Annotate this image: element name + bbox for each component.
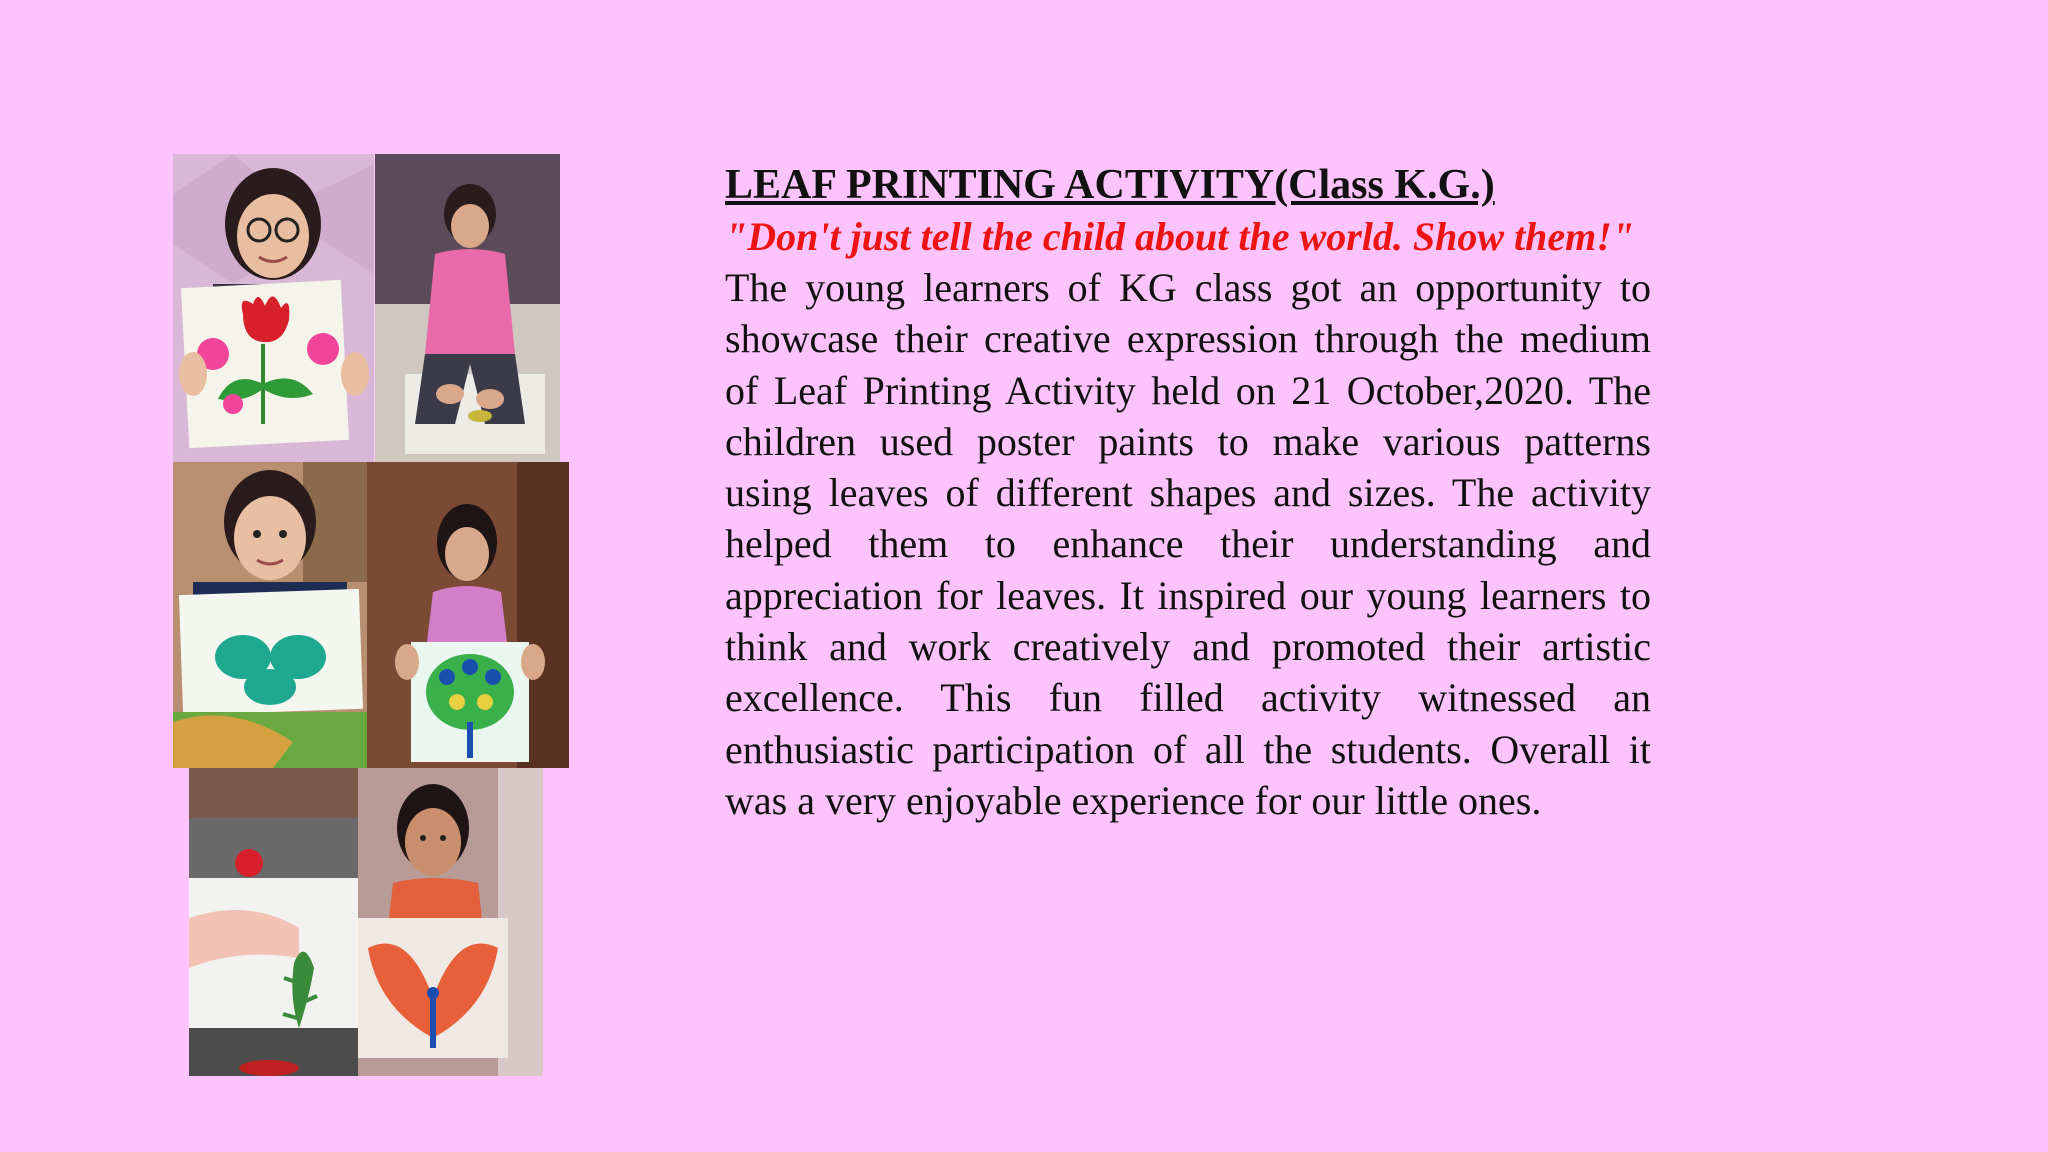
body-paragraph: The young learners of KG class got an opportunity to showcase their creative expression through the medium of Leaf Printing Activity held on 21 October,2020. The children used poster paints to make various patterns using leaves of different shapes and sizes. The activity helped them to enhance their understanding and appreciation for leaves. It inspired our young learners to think and work creatively and promoted their artistic excellence. This fun filled activity witnessed an enthusiastic participation of all the students. Overall it was a very enjoyable experience for our little ones. bbox=[725, 265, 1651, 823]
quote-text: "Don't just tell the child about the world. Show them!" bbox=[725, 214, 1635, 259]
page-title: LEAF PRINTING ACTIVITY(Class K.G.) bbox=[725, 162, 1495, 208]
photo-girl-with-green-leaf-print bbox=[173, 462, 367, 768]
photo-girl-with-peacock-leaf-print bbox=[367, 462, 569, 768]
photo-hand-printing-leaves bbox=[189, 768, 358, 1076]
photo-girl-with-orange-peacock-print bbox=[358, 768, 543, 1076]
text-panel bbox=[725, 160, 1651, 826]
photo-girl-leaf-printing-on-floor bbox=[375, 154, 560, 462]
photo-girl-with-glasses-handprint-art bbox=[173, 154, 374, 462]
